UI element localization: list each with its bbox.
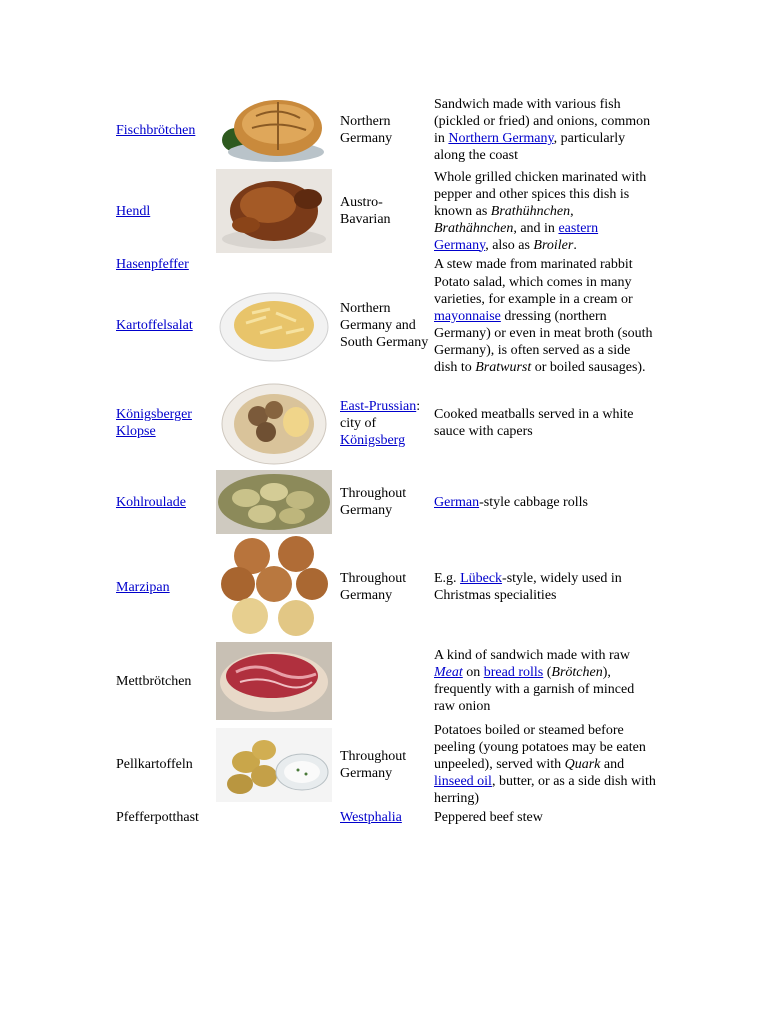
region-cell	[338, 92, 432, 168]
cabbage-rolls-photo[interactable]	[216, 470, 336, 534]
table-row	[114, 168, 658, 254]
dish-image-cell	[214, 640, 338, 722]
inline-text: A kind of sandwich made with raw	[434, 648, 630, 663]
dish-name-cell	[114, 274, 214, 376]
region-text: Austro-Bavarian	[340, 195, 391, 227]
dish-image-cell	[214, 534, 338, 640]
inline-text: -style cabbage rolls	[479, 494, 588, 510]
dish-name-link[interactable]: Fischbrötchen	[116, 122, 196, 138]
table-row	[114, 254, 658, 274]
inline-text: Quark	[564, 757, 601, 772]
dish-image-cell	[214, 470, 338, 534]
mett-roll-photo[interactable]	[216, 642, 336, 720]
potato-salad-photo[interactable]	[216, 283, 336, 367]
dish-image-cell	[214, 376, 338, 470]
table-row	[114, 470, 658, 534]
inline-text: Cooked meatballs served in a white sauce with capers	[434, 407, 634, 439]
inline-link[interactable]: linseed oil	[434, 774, 492, 789]
dish-name-cell	[114, 807, 214, 827]
inline-text: ), frequently with a garnish of minced raw onion	[434, 665, 635, 714]
description-cell	[432, 168, 658, 254]
inline-link[interactable]: bread rolls	[483, 665, 544, 680]
region-cell	[338, 640, 432, 722]
dish-name-cell	[114, 470, 214, 534]
inline-text: (	[543, 665, 552, 680]
inline-text: A stew made from marinated rabbit	[434, 256, 633, 272]
dish-name-cell	[114, 254, 214, 274]
inline-text: Sandwich made with various fish (pickled or fried) and onions, common in	[434, 97, 651, 146]
inline-text: Potatoes boiled or steamed before peeling (young potatoes may be eaten unpeeled), served with	[434, 723, 646, 772]
inline-text: dressing (northern Germany) or even in meat broth (south Germany), is often served as a side dish to	[434, 309, 653, 375]
description-cell	[432, 254, 658, 274]
inline-text: E.g.	[434, 571, 461, 586]
inline-text: Whole grilled chicken marinated with pepper and other spices this dish is known as	[434, 169, 647, 219]
inline-text: and	[600, 757, 625, 772]
dish-name-cell	[114, 168, 214, 254]
inline-text: Brötchen	[551, 665, 603, 680]
dish-image-cell	[214, 168, 338, 254]
table-row	[114, 807, 658, 827]
inline-text: -style, widely used in Christmas specialities	[434, 571, 622, 603]
inline-link[interactable]: Westphalia	[340, 809, 402, 825]
inline-text: Broiler	[533, 237, 574, 253]
inline-link[interactable]: East-Prussian	[340, 398, 417, 414]
inline-link[interactable]: Meat	[434, 665, 463, 680]
dish-name-cell	[114, 92, 214, 168]
dish-table	[114, 92, 658, 827]
inline-text: Brathühnchen	[490, 203, 571, 219]
inline-link[interactable]: eastern Germany	[434, 220, 599, 253]
dish-name-link[interactable]: Hasenpfeffer	[116, 256, 189, 272]
inline-link[interactable]: Königsberg	[340, 432, 406, 448]
inline-text: : city of	[340, 398, 421, 431]
description-cell	[432, 470, 658, 534]
inline-text: .	[573, 237, 577, 253]
region-text: Northern Germany	[340, 114, 393, 146]
inline-link[interactable]: Lübeck	[460, 571, 503, 586]
inline-text: , also as	[485, 237, 534, 253]
inline-text: Brathähnchen	[434, 220, 514, 236]
inline-text: , particularly along the coast	[434, 131, 626, 163]
document-page	[114, 92, 658, 827]
fish-sandwich-photo[interactable]	[216, 94, 336, 166]
description-cell	[432, 376, 658, 470]
dish-name-cell	[114, 722, 214, 807]
dish-image-cell	[214, 722, 338, 807]
inline-link[interactable]: German	[434, 494, 480, 510]
marzipan-photo[interactable]	[216, 534, 336, 640]
region-cell	[338, 168, 432, 254]
dish-image-cell	[214, 807, 338, 827]
region-text: Northern Germany and South Germany	[340, 300, 429, 350]
dish-name-link[interactable]: Kohlroulade	[116, 494, 186, 510]
dish-name-link[interactable]: Königsberger Klopse	[116, 407, 192, 439]
dish-name-cell	[114, 640, 214, 722]
dish-image-cell	[214, 92, 338, 168]
inline-text: or boiled sausages).	[531, 360, 646, 375]
inline-link[interactable]: mayonnaise	[434, 309, 501, 324]
dish-name: Pfefferpotthast	[116, 809, 199, 825]
boiled-potatoes-photo[interactable]	[216, 728, 336, 802]
inline-text: , butter, or as a side dish with herring)	[434, 774, 656, 806]
inline-text: , and in	[513, 220, 559, 236]
dish-image-cell	[214, 254, 338, 274]
inline-text: Peppered beef stew	[434, 809, 543, 825]
dish-table-body	[114, 92, 658, 827]
region-cell	[338, 470, 432, 534]
description-cell	[432, 92, 658, 168]
region-cell	[338, 254, 432, 274]
inline-link[interactable]: Northern Germany	[448, 131, 554, 146]
dish-name-cell	[114, 534, 214, 640]
dish-name-link[interactable]: Marzipan	[116, 579, 170, 595]
region-text: Throughout Germany	[340, 486, 407, 518]
region-cell	[338, 807, 432, 827]
table-row	[114, 92, 658, 168]
region-cell	[338, 534, 432, 640]
dish-name-link[interactable]: Kartoffelsalat	[116, 317, 193, 333]
region-text: Throughout Germany	[340, 748, 407, 781]
description-cell	[432, 640, 658, 722]
region-cell	[338, 274, 432, 376]
table-row	[114, 640, 658, 722]
inline-text: ,	[570, 203, 574, 219]
roast-chicken-photo[interactable]	[216, 169, 336, 253]
dish-name-cell	[114, 376, 214, 470]
region-cell	[338, 376, 432, 470]
description-cell	[432, 274, 658, 376]
inline-text: Potato salad, which comes in many varieties, for example in a cream or	[434, 275, 633, 307]
table-row	[114, 534, 658, 640]
inline-text: Bratwurst	[475, 360, 532, 375]
region-cell	[338, 722, 432, 807]
meatballs-photo[interactable]	[216, 378, 336, 468]
dish-image-cell	[214, 274, 338, 376]
description-cell	[432, 534, 658, 640]
dish-name-link[interactable]: Hendl	[116, 203, 151, 219]
table-row	[114, 274, 658, 376]
dish-name: Mettbrötchen	[116, 673, 192, 689]
description-cell	[432, 807, 658, 827]
dish-name: Pellkartoffeln	[116, 757, 193, 772]
table-row	[114, 376, 658, 470]
region-text: Throughout Germany	[340, 571, 407, 603]
inline-text: on	[462, 665, 484, 680]
table-row	[114, 722, 658, 807]
description-cell	[432, 722, 658, 807]
